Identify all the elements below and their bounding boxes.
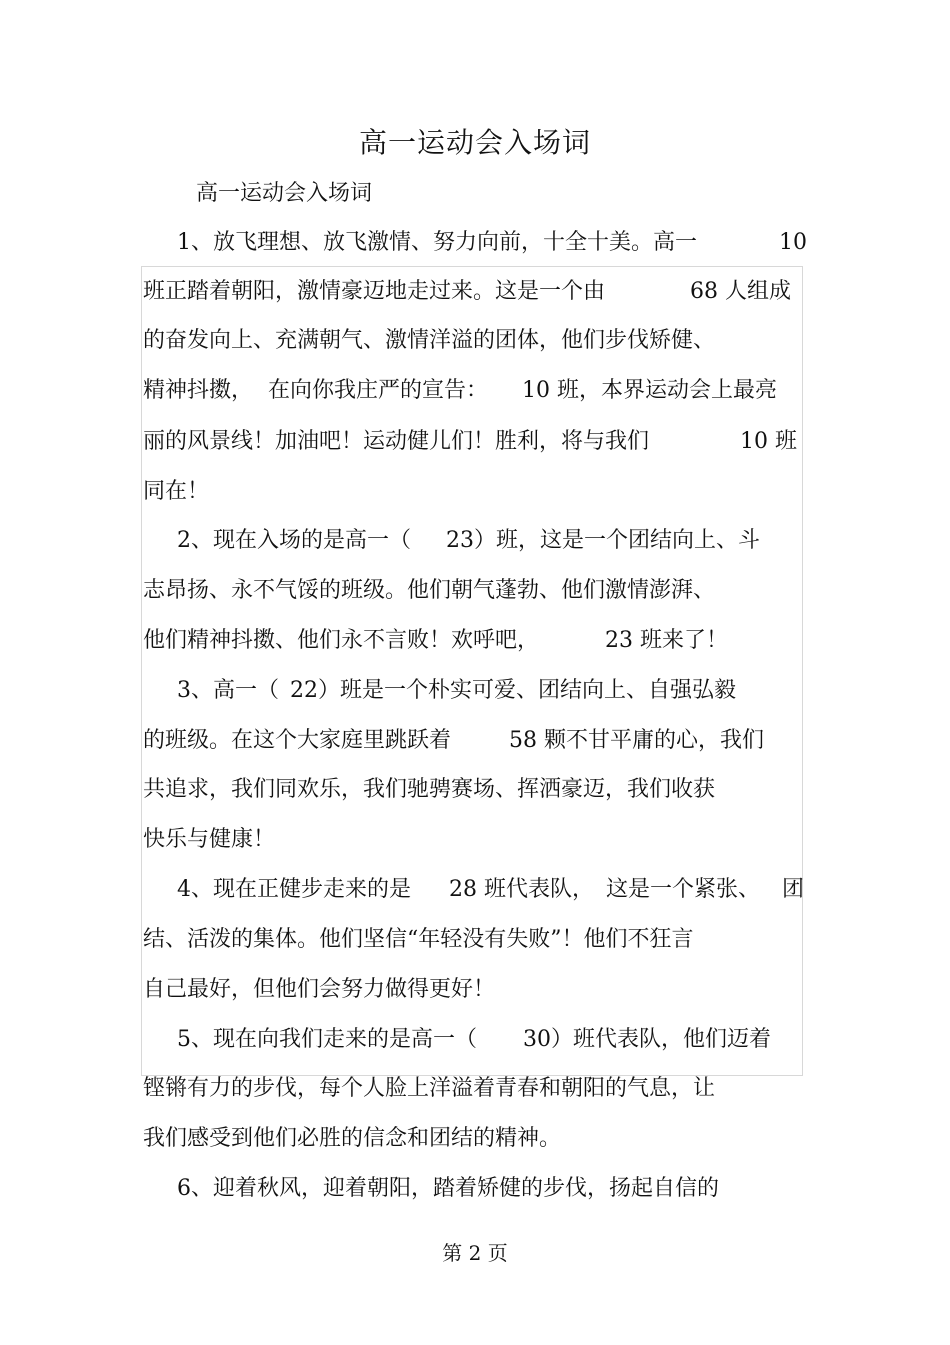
text-line: 共追求，我们同欢乐，我们驰骋赛场、挥洒豪迈，我们收获 [143, 777, 716, 802]
text-line: 22）班是一个朴实可爱、团结向上、自强弘毅 [290, 678, 736, 703]
text-line: 10 班，本界运动会上最亮 [522, 378, 777, 403]
text-line: 28 班代表队， [449, 877, 594, 902]
text-line: 的奋发向上、充满朝气、激情洋溢的团体，他们步伐矫健、 [143, 328, 716, 353]
text-line: 快乐与健康！ [143, 827, 276, 852]
text-line: 我们感受到他们必胜的信念和团结的精神。 [143, 1126, 562, 1151]
text-line: 10 班 [740, 429, 797, 454]
text-line: 23 班来了！ [605, 628, 728, 653]
text-line: 丽的风景线！加油吧！运动健儿们！胜利，将与我们 [143, 429, 650, 454]
text-line: 他们精神抖擞、他们永不言败！欢呼吧， [143, 628, 540, 653]
text-line: 精神抖擞， [143, 378, 254, 403]
text-line: 2、现在入场的是高一（ [177, 528, 411, 553]
page-number-footer: 第 2 页 [442, 1241, 508, 1265]
text-line: 58 颗不甘平庸的心，我们 [509, 728, 764, 753]
text-line: 结、活泼的集体。他们坚信“年轻没有失败”！他们不狂言 [143, 927, 694, 952]
page-title: 高一运动会入场词 [358, 126, 591, 159]
text-line: 这是一个紧张、 [606, 877, 761, 902]
text-line: 23）班，这是一个团结向上、斗 [446, 528, 760, 553]
subtitle: 高一运动会入场词 [196, 181, 373, 206]
text-line: 的班级。在这个大家庭里跳跃着 [143, 728, 452, 753]
text-line: 4、现在正健步走来的是 [177, 877, 411, 902]
text-line: 6、迎着秋风，迎着朝阳，踏着矫健的步伐，扬起自信的 [177, 1176, 719, 1201]
text-line: 68 人组成 [690, 279, 791, 304]
text-line: 铿锵有力的步伐，每个人脸上洋溢着青春和朝阳的气息，让 [143, 1076, 716, 1101]
text-line: 在向你我庄严的宣告： [268, 378, 489, 403]
text-line: 3、高一（ [177, 678, 279, 703]
text-line: 志昂扬、永不气馁的班级。他们朝气蓬勃、他们激情澎湃、 [143, 578, 716, 603]
text-line: 30）班代表队，他们迈着 [523, 1027, 771, 1052]
text-line: 5、现在向我们走来的是高一（ [177, 1027, 477, 1052]
text-line: 自己最好，但他们会努力做得更好！ [143, 977, 496, 1002]
text-line: 10 [779, 230, 807, 255]
text-line: 同在！ [143, 479, 210, 504]
text-line: 班正踏着朝阳，激情豪迈地走过来。这是一个由 [143, 279, 606, 304]
text-line: 团 [782, 877, 805, 902]
text-line: 1、放飞理想、放飞激情、努力向前，十全十美。高一 [177, 230, 697, 255]
